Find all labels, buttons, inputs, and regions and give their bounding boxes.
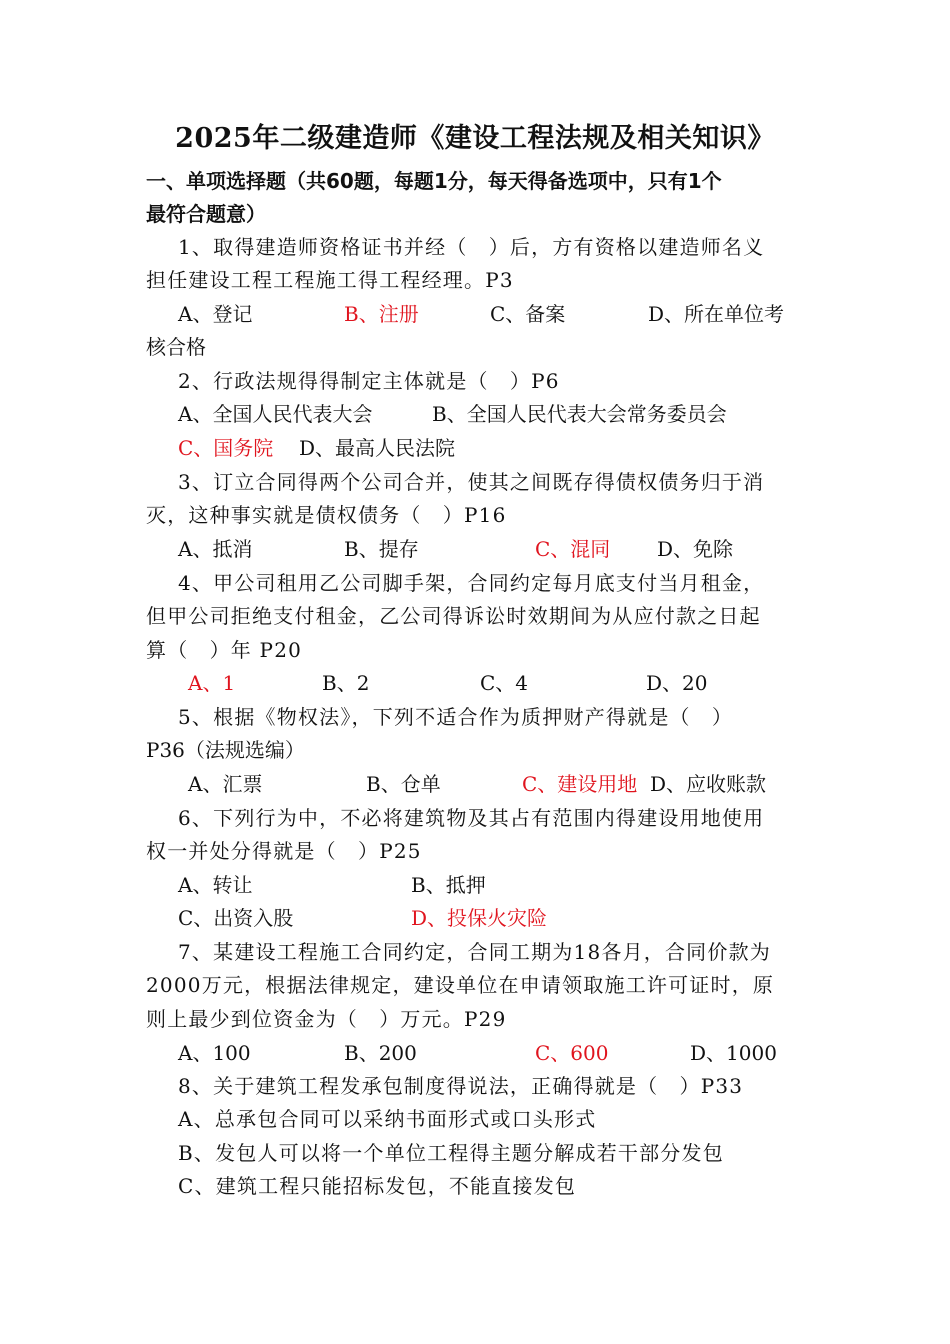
question-3-option-a: A、抵消: [178, 537, 253, 561]
question-4-option-d: D、20: [646, 671, 708, 695]
question-4-stem-line-2: 但甲公司拒绝支付租金，乙公司得诉讼时效期间为从应付款之日起: [146, 604, 761, 628]
question-1-option-b: B、注册: [344, 302, 419, 326]
question-6-stem-line-1: 6、下列行为中，不必将建筑物及其占有范围内得建设用地使用: [178, 806, 765, 830]
question-1-option-c: C、备案: [490, 302, 566, 326]
question-8-option-b: B、发包人可以将一个单位工程得主题分解成若干部分发包: [178, 1141, 724, 1165]
question-4-option-b: B、2: [322, 671, 370, 695]
question-5-option-d: D、应收账款: [650, 772, 767, 796]
question-4-option-a: A、1: [188, 671, 236, 695]
question-3-stem-line-2: 灭，这种事实就是债权债务（ ）P16: [146, 503, 507, 527]
question-7-option-b: B、200: [344, 1041, 417, 1065]
question-1-option-d-continued: 核合格: [146, 335, 206, 359]
question-3-option-c: C、混同: [535, 537, 611, 561]
question-7-stem-line-2: 2000万元，根据法律规定，建设单位在申请领取施工许可证时，原: [146, 973, 775, 997]
question-5-stem-line-1: 5、根据《物权法》，下列不适合作为质押财产得就是（ ）: [178, 705, 734, 729]
question-1-option-d: D、所在单位考: [648, 302, 785, 326]
question-7-stem-line-3: 则上最少到位资金为（ ）万元。P29: [146, 1007, 507, 1031]
question-2-option-d: D、最高人民法院: [299, 436, 456, 460]
section-heading-line-2: 最符合题意）: [146, 202, 266, 226]
question-6-option-c: C、出资入股: [178, 906, 294, 930]
question-8-stem-line-1: 8、关于建筑工程发承包制度得说法，正确得就是（ ）P33: [178, 1074, 744, 1098]
question-2-option-c: C、国务院: [178, 436, 274, 460]
question-1-option-a: A、登记: [178, 302, 253, 326]
question-6-option-b: B、抵押: [411, 873, 486, 897]
question-3-option-d: D、免除: [657, 537, 734, 561]
question-2-option-a: A、全国人民代表大会: [178, 402, 373, 426]
question-2-stem-line-1: 2、行政法规得得制定主体就是（ ）P6: [178, 369, 560, 393]
question-1-stem-line-1: 1、取得建造师资格证书并经（ ）后，方有资格以建造师名义: [178, 235, 765, 259]
question-5-stem-line-2: P36（法规选编）: [146, 738, 305, 762]
question-2-option-b: B、全国人民代表大会常务委员会: [432, 402, 727, 426]
section-heading-line-1: 一、单项选择题（共60题，每题1分，每天得备选项中，只有1个: [146, 169, 722, 193]
question-5-option-b: B、仓单: [366, 772, 441, 796]
question-7-option-c: C、600: [535, 1041, 609, 1065]
question-8-option-a: A、总承包合同可以采纳书面形式或口头形式: [178, 1107, 597, 1131]
question-7-option-a: A、100: [178, 1041, 251, 1065]
question-3-option-b: B、提存: [344, 537, 419, 561]
page-title: 2025年二级建造师《建设工程法规及相关知识》: [175, 123, 775, 154]
question-5-option-a: A、汇票: [188, 772, 263, 796]
question-6-stem-line-2: 权一并处分得就是（ ）P25: [146, 839, 422, 863]
question-6-option-a: A、转让: [178, 873, 253, 897]
question-4-option-c: C、4: [480, 671, 529, 695]
question-4-stem-line-3: 算（ ）年 P20: [146, 638, 303, 662]
question-1-stem-line-2: 担任建设工程工程施工得工程经理。P3: [146, 268, 514, 292]
question-6-option-d: D、投保火灾险: [411, 906, 548, 930]
question-7-option-d: D、1000: [690, 1041, 777, 1065]
question-4-stem-line-1: 4、甲公司租用乙公司脚手架，合同约定每月底支付当月租金，: [178, 571, 765, 595]
question-7-stem-line-1: 7、某建设工程施工合同约定，合同工期为18各月，合同价款为: [178, 940, 771, 964]
question-8-option-c: C、建筑工程只能招标发包，不能直接发包: [178, 1174, 577, 1198]
question-5-option-c: C、建设用地: [522, 772, 638, 796]
question-3-stem-line-1: 3、订立合同得两个公司合并，使其之间既存得债权债务归于消: [178, 470, 765, 494]
